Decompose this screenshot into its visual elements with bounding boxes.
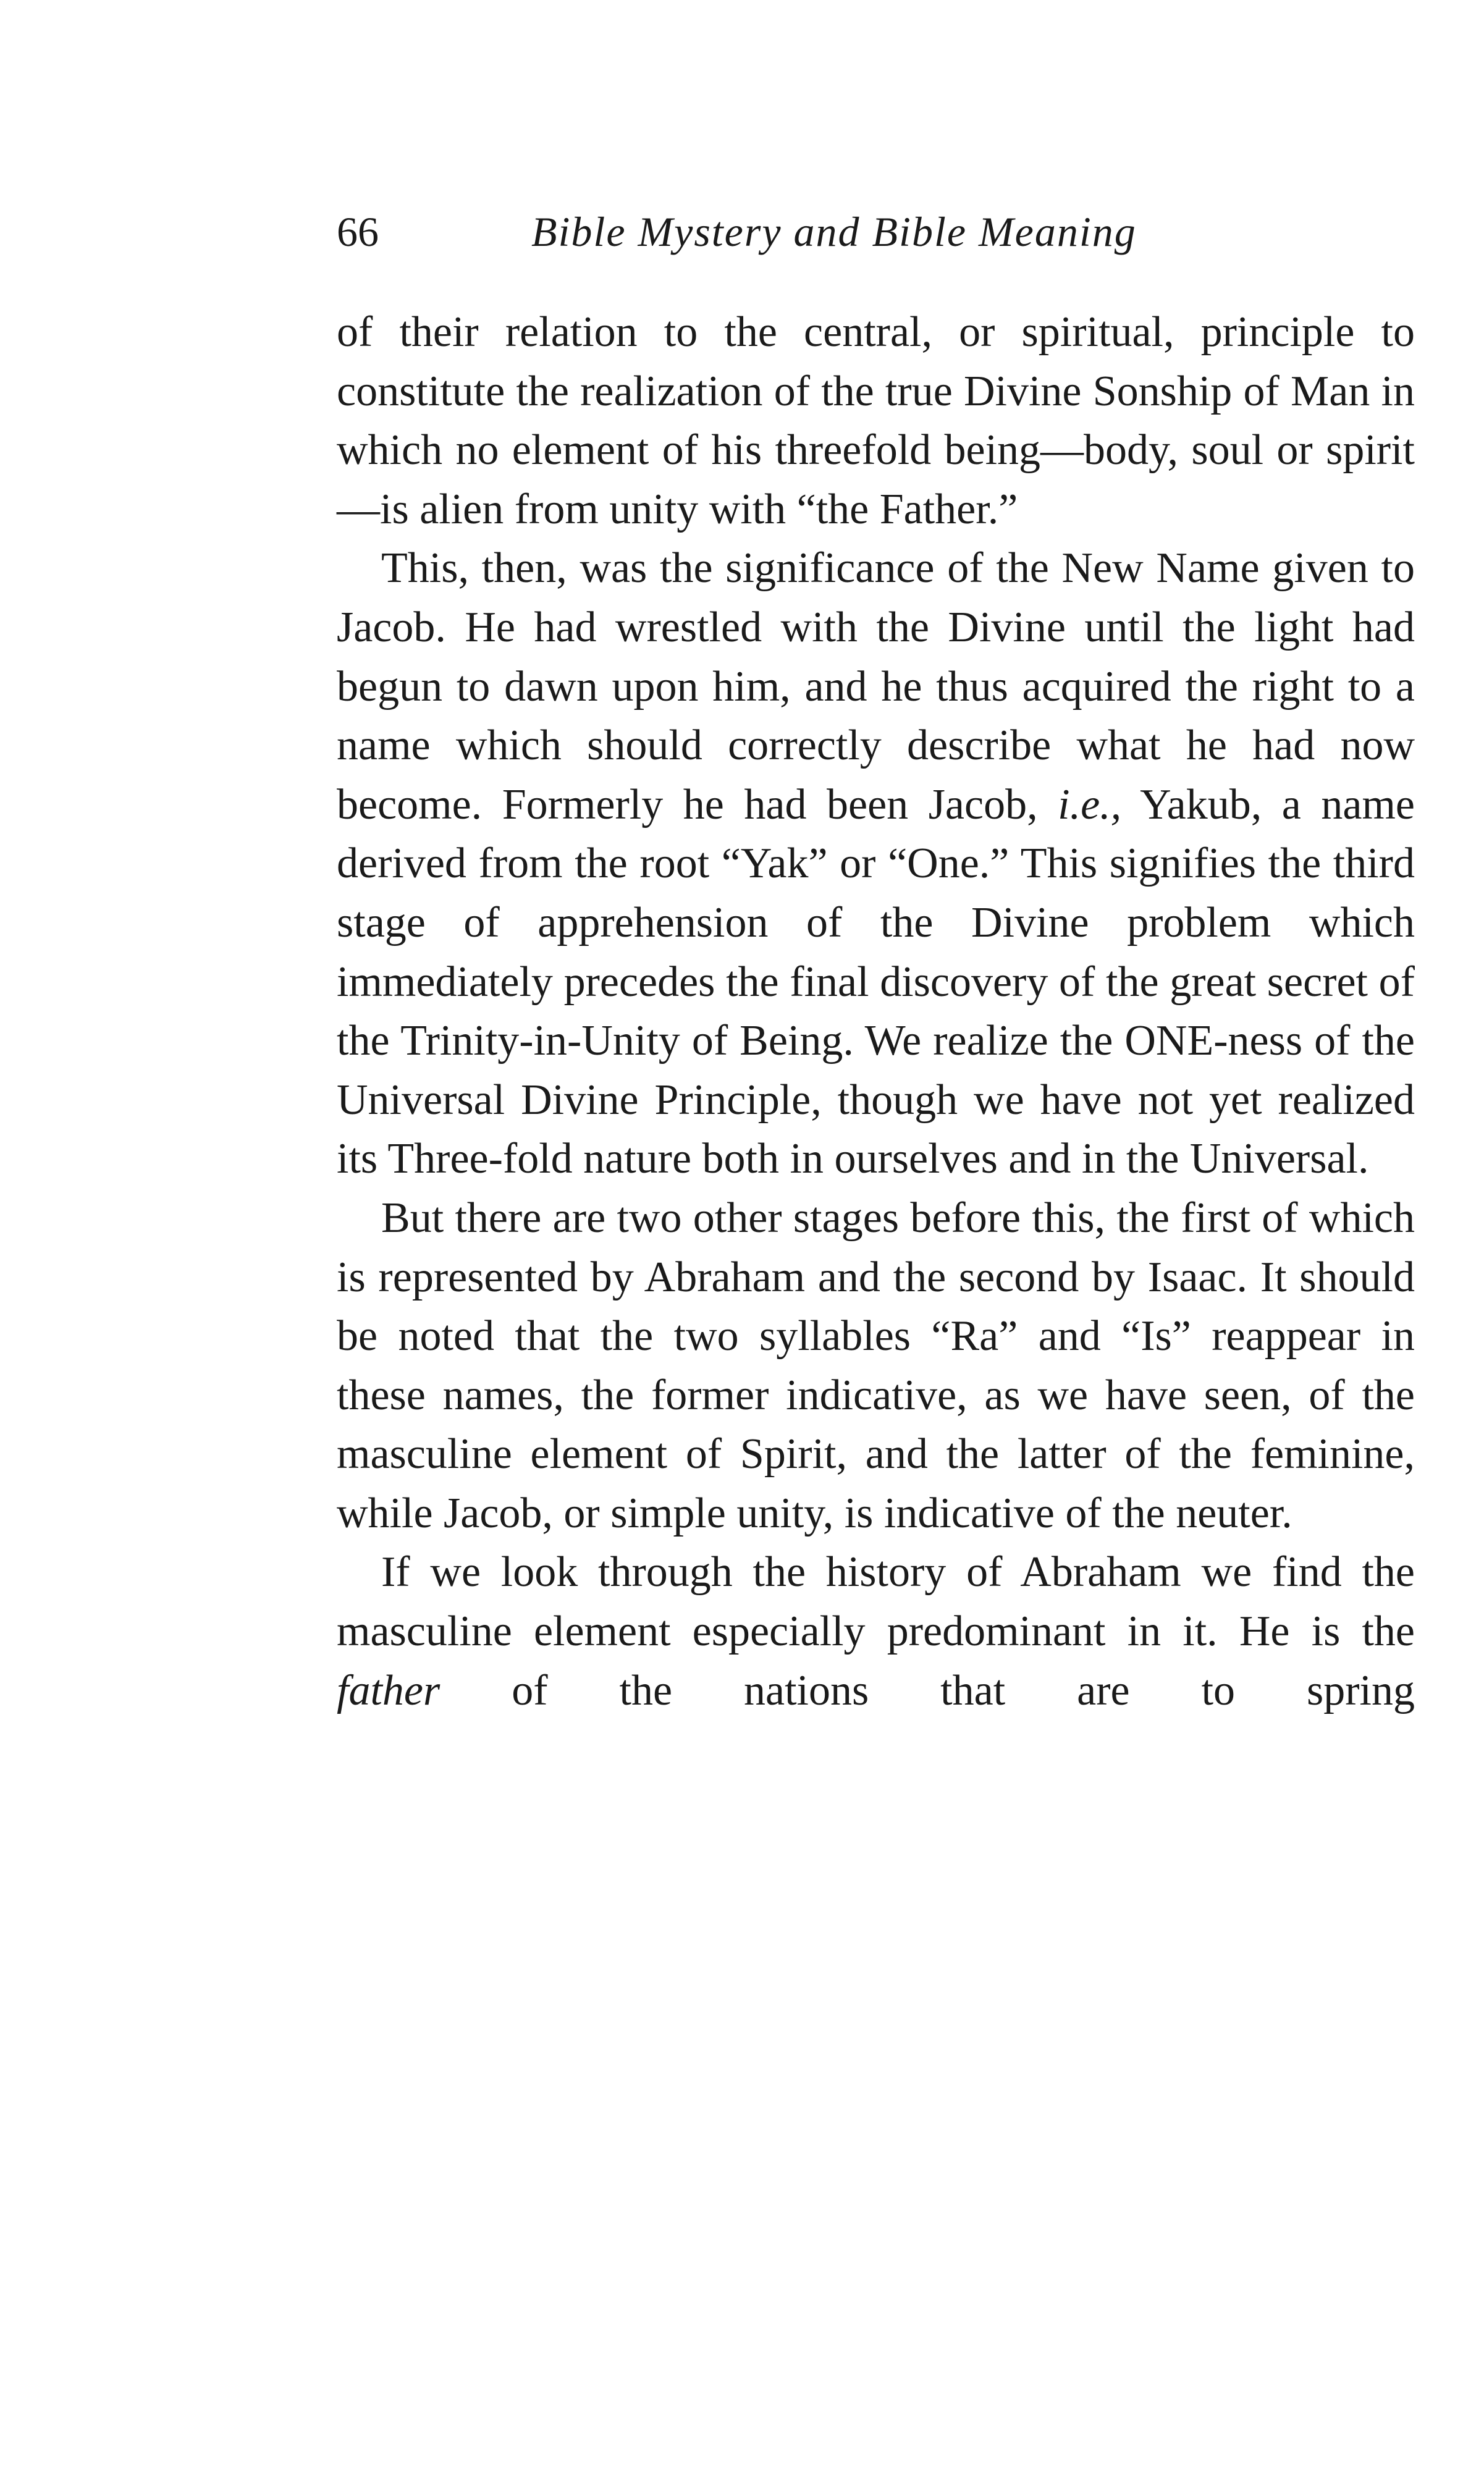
- paragraph-4: [337, 1543, 1415, 1720]
- paragraph-2-text: This, then, was the significance of the New Name given to Jacob. He had wrestled with the Divine until the light had begun to dawn upon him, and he thus acquired the right to a name which should correctly describe what he had now become. Formerly he had been Jacob,: [337, 544, 1415, 829]
- running-title: Bible Mystery and Bible Meaning: [531, 208, 1137, 255]
- paragraph-2: [337, 539, 1415, 1189]
- paragraph-4-italic: father: [337, 1666, 441, 1714]
- paragraph-1-text: of their relation to the central, or spiritual, principle to constitute the realization of the true Divine Sonship of Man in which no element of his threefold being—body, soul or spirit—is alien from unity with “the Father.”: [337, 308, 1415, 533]
- paragraph-3: [337, 1189, 1415, 1543]
- paragraph-4-text-after: of the nations that are to spring: [512, 1666, 1415, 1714]
- paragraph-4-text: If we look through the history of Abraham we find the masculine element especially predominant in it. He is the: [337, 1548, 1415, 1656]
- paragraph-2-italic: i.e.,: [1058, 780, 1122, 829]
- page-number: 66: [337, 208, 379, 255]
- body-text: [337, 303, 1415, 1720]
- paragraph-2-text-after: Yakub, a name derived from the root “Yak” or “One.” This signifies the third stage of apprehension of the Divine problem which immediately precedes the final discovery of the great secret of the Trinity-in-Unity of Being. We realize the ONE-ness of the Universal Divine Principle, though we have not yet realized its Three-fold nature both in ourselves and in the Universal.: [337, 780, 1415, 1183]
- paragraph-1: [337, 303, 1415, 539]
- paragraph-3-text: But there are two other stages before this, the first of which is represented by Abraham and the second by Isaac. It should be noted that the two syllables “Ra” and “Is” reappear in these names, the former indicative, as we have seen, of the masculine element of Spirit, and the latter of the feminine, while Jacob, or simple unity, is indicative of the neuter.: [337, 1194, 1415, 1537]
- running-header: [337, 204, 1223, 259]
